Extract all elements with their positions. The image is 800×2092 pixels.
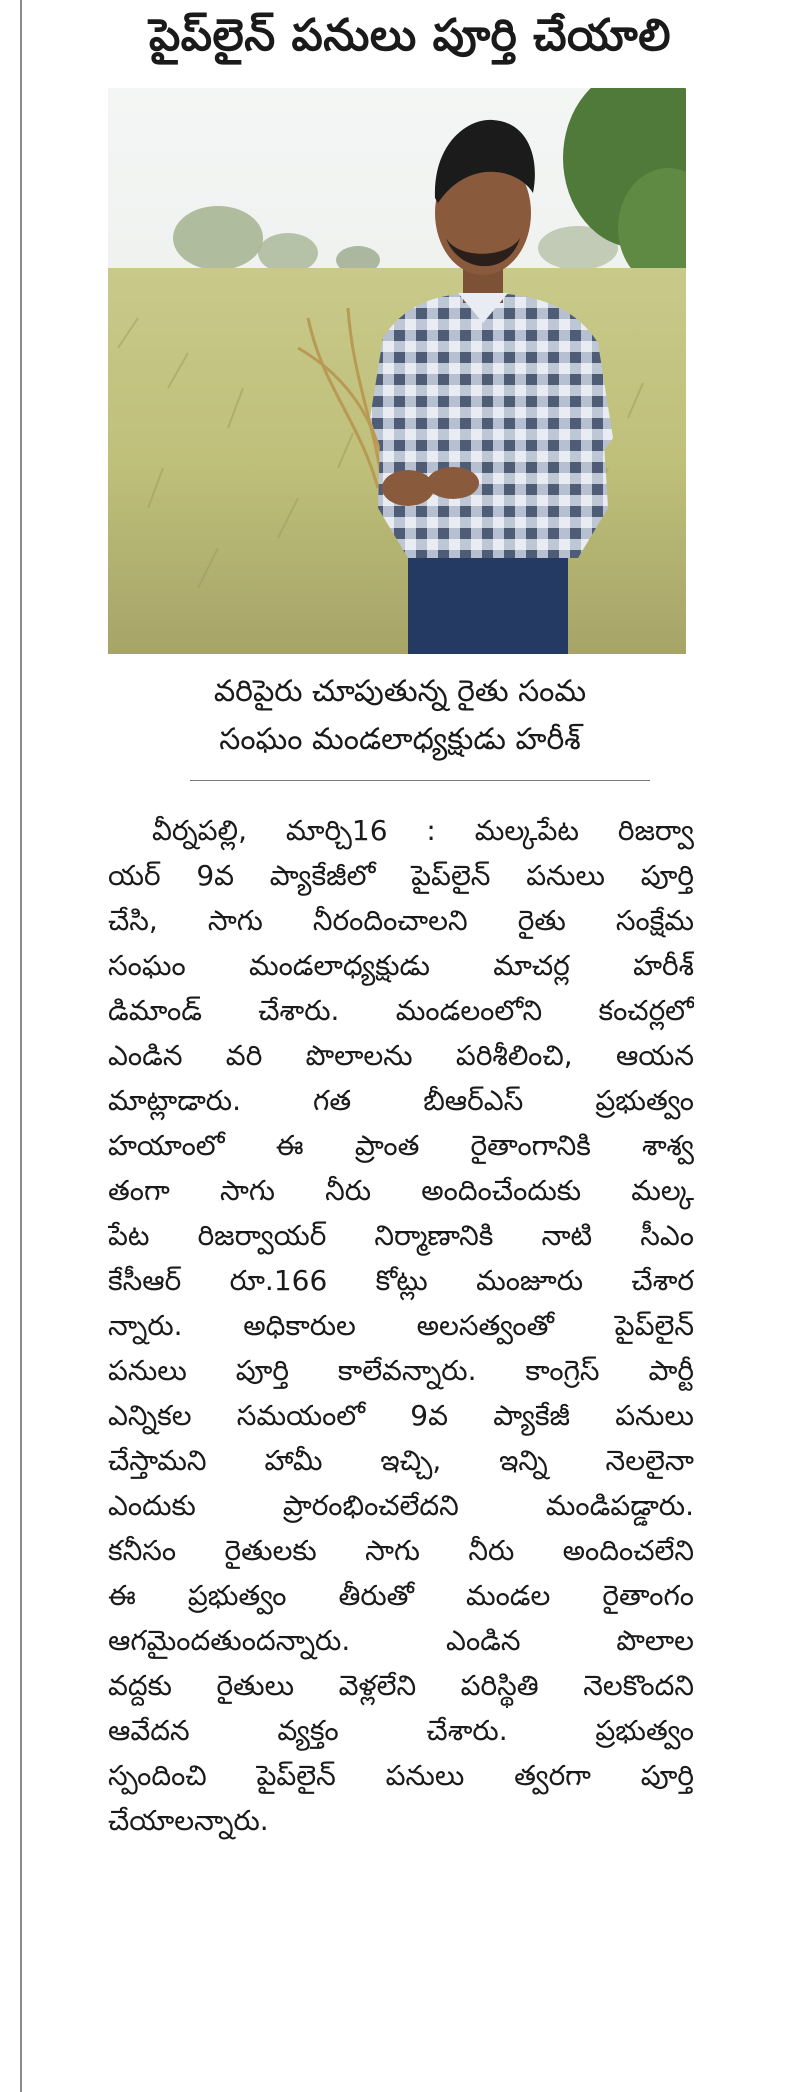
caption-line: వరిపైరు చూపుతున్న రైతు సంమ [213, 674, 587, 709]
body-line: యర్ 9వ ప్యాకేజీలో పైప్‌లైన్ పనులు పూర్తి [108, 859, 694, 892]
body-line: ఆవేదన వ్యక్తం చేశారు. ప్రభుత్వం [108, 1714, 694, 1747]
body-line: సంఘం మండలాధ్యక్షుడు మాచర్ల హరీశ్ [108, 949, 694, 982]
body-line: వీర్నపల్లి, మార్చి16 : మల్కపేట రిజర్వా [152, 814, 694, 847]
article-body [108, 808, 694, 1843]
body-line: కనీసం రైతులకు సాగు నీరు అందించలేని [108, 1534, 694, 1567]
body-line: ఎందుకు ప్రారంభించలేదని మండిపడ్డారు. [108, 1489, 694, 1522]
body-line: ఎన్నికల సమయంలో 9వ ప్యాకేజీ పనులు [108, 1399, 694, 1432]
caption-divider [190, 780, 650, 781]
body-line: మాట్లాడారు. గత బీఆర్ఎస్ ప్రభుత్వం [108, 1084, 694, 1117]
article-photo [108, 88, 686, 654]
body-line: చేస్తామని హామీ ఇచ్చి, ఇన్ని నెలలైనా [108, 1444, 694, 1477]
body-line: ఎండిన వరి పొలాలను పరిశీలించి, ఆయన [108, 1039, 694, 1072]
body-line: డిమాండ్ చేశారు. మండలంలోని కంచర్లలో [108, 994, 694, 1027]
body-line: హయాంలో ఈ ప్రాంత రైతాంగానికి శాశ్వ [108, 1129, 694, 1162]
body-line: పేట రిజర్వాయర్ నిర్మాణానికి నాటి సీఎం [108, 1219, 694, 1252]
body-line: కేసీఆర్ రూ.166 కోట్లు మంజూరు చేశార [108, 1264, 694, 1297]
body-line: ఆగమైందతుందన్నారు. ఎండిన పొలాల [108, 1624, 694, 1657]
article-headline: పైప్‌లైన్ పనులు పూర్తి చేయాలి [148, 10, 671, 61]
caption-line: సంఘం మండలాధ్యక్షుడు హరీశ్ [219, 722, 581, 757]
column-divider [20, 0, 22, 2092]
body-line: చేయాలన్నారు. [108, 1804, 269, 1837]
body-line: తంగా సాగు నీరు అందించేందుకు మల్క [108, 1174, 694, 1207]
body-line: స్పందించి పైప్‌లైన్ పనులు త్వరగా పూర్తి [108, 1759, 694, 1792]
body-line: వద్దకు రైతులు వెళ్లలేని పరిస్థితి నెలకొందని [108, 1669, 694, 1702]
body-line: న్నారు. అధికారుల అలసత్వంతో పైప్‌లైన్ [108, 1309, 694, 1342]
body-line: ఈ ప్రభుత్వం తీరుతో మండల రైతాంగం [108, 1579, 694, 1612]
body-line: పనులు పూర్తి కాలేవన్నారు. కాంగ్రెస్ పార్టీ [108, 1354, 694, 1387]
photo-caption [120, 668, 680, 764]
body-line: చేసి, సాగు నీరందించాలని రైతు సంక్షేమ [108, 904, 694, 937]
